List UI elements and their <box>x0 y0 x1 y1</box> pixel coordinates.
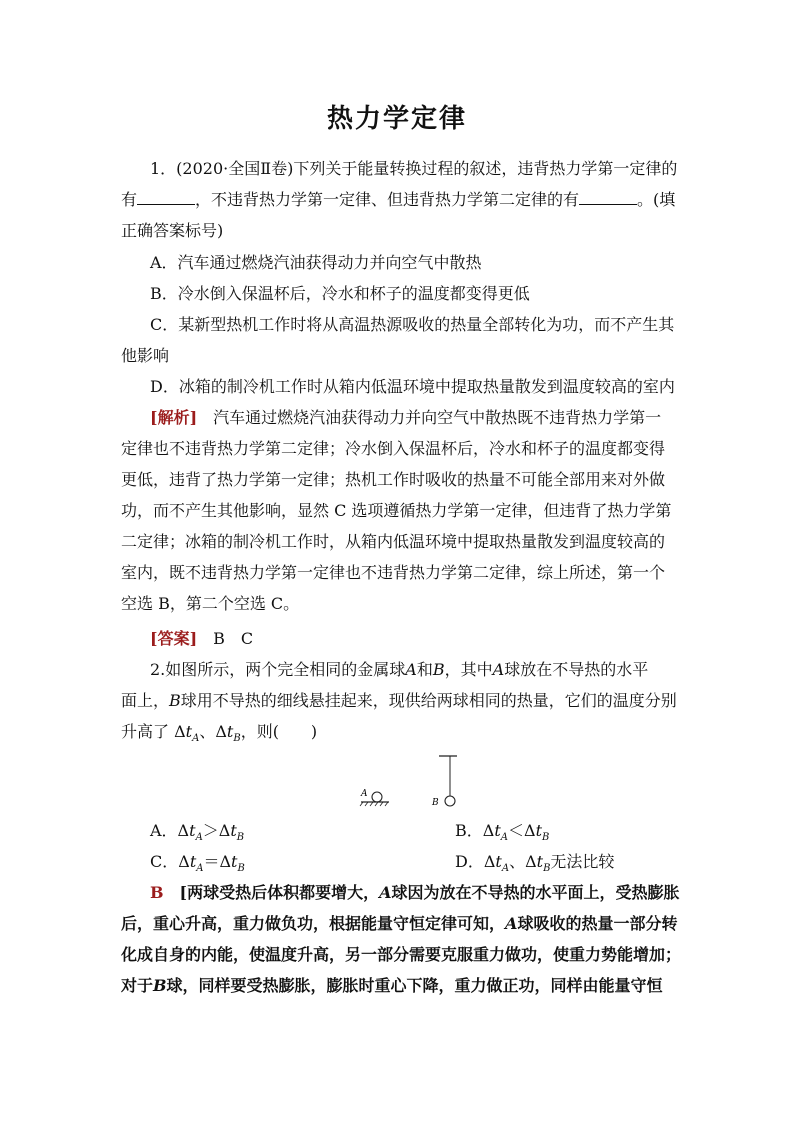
q2-expl-line-4 <box>121 970 675 1001</box>
var-a: A <box>405 660 417 679</box>
q2-text: 球放在不导热的水平 <box>504 660 649 679</box>
var-t: t <box>495 852 502 871</box>
label-b: B <box>432 798 439 808</box>
sub-b: B <box>233 733 241 745</box>
q1-line-1: 1．(2020·全国Ⅱ卷)下列关于能量转换过程的叙述，违背热力学第一定律的 <box>150 159 678 178</box>
var-t: t <box>189 852 197 871</box>
var-a: A <box>492 660 505 679</box>
q2-text: 球用不导热的细线悬挂起来，现供给两球相同的热量，它们的温度分别 <box>180 691 677 710</box>
ball-b <box>445 796 455 806</box>
q2-line-2 <box>121 685 675 716</box>
q2-expl-text: [两球受热后体积都要增大， <box>179 883 380 902</box>
q2-text: ，其中 <box>444 660 493 679</box>
var-t: t <box>535 821 542 840</box>
sub-a: A <box>500 832 508 844</box>
q1-answer <box>150 623 253 654</box>
q1-option-b: B．冷水倒入保温杯后，冷水和杯子的温度都变得更低 <box>150 284 530 303</box>
q1-analysis <box>121 402 675 619</box>
q2-opt-text: A．Δ <box>150 821 190 840</box>
answer-blank-1 <box>137 187 195 205</box>
q2-opt-text: ＞Δ <box>202 821 231 840</box>
q1-line-2-c: 。(填 <box>637 190 676 209</box>
label-a: A <box>361 789 368 799</box>
q2-explanation <box>121 877 682 1001</box>
sub-b: B <box>543 863 551 875</box>
q2-opt-text: 、Δ <box>509 852 537 871</box>
var-b: B <box>169 691 181 710</box>
answer-blank-2 <box>579 187 637 205</box>
q2-line-1 <box>121 654 675 685</box>
question-1-stem <box>121 153 678 246</box>
q1-analysis-line-5: 二定律；冰箱的制冷机工作时，从箱内低温环境中提取热量散发到温度较高的 <box>121 532 666 551</box>
q1-option-c: C．某新型热机工作时将从高温热源吸收的热量全部转化为功，而不产生其 <box>150 315 675 334</box>
var-t: t <box>231 852 238 871</box>
var-a: A <box>505 914 518 933</box>
q2-opt-text: 无法比较 <box>550 852 615 871</box>
q2-opt-text: ＝Δ <box>203 852 232 871</box>
analysis-tag: [解析] <box>150 408 198 427</box>
q2-expl-line-1 <box>121 877 680 908</box>
q1-analysis-line-7: 空选 B，第二个空选 C。 <box>121 594 300 613</box>
q2-opt-text: D．Δ <box>455 852 496 871</box>
two-balls-figure <box>355 752 475 812</box>
q1-line-2-b: ，不违背热力学第一定律、但违背热力学第二定律的有 <box>195 190 580 209</box>
q1-answer-value: B C <box>213 629 254 648</box>
q1-option-c-cont: 他影响 <box>121 346 170 365</box>
q2-text: 、Δ <box>199 722 227 741</box>
question-2-stem <box>121 654 675 747</box>
q2-expl-text: 后，重心升高，重力做负功，根据能量守恒定律可知， <box>121 914 506 933</box>
q2-text: 和 <box>416 660 433 679</box>
sub-b: B <box>237 863 245 875</box>
q1-option-a: A．汽车通过燃烧汽油获得动力并向空气中散热 <box>150 253 482 272</box>
q1-analysis-line-3: 更低，违背了热力学第一定律；热机工作时吸收的热量不可能全部用来对外做 <box>121 470 666 489</box>
q1-analysis-line-6: 室内，既不违背热力学第一定律也不违背热力学第二定律，综上所述，第一个 <box>121 563 666 582</box>
var-b: B <box>432 660 445 679</box>
q2-expl-text: 球因为放在不导热的水平面上，受热膨胀 <box>391 883 680 902</box>
q1-analysis-line-4: 功，而不产生其他影响，显然 C 选项遵循热力学第一定律，但违背了热力学第 <box>121 501 672 520</box>
q2-expl-text: 球，同样要受热膨胀，膨胀时重心下降，重力做正功，同样由能量守恒 <box>166 976 663 995</box>
q1-line-3: 正确答案标号) <box>121 221 224 240</box>
q1-analysis-line-1 <box>121 402 675 433</box>
q2-opt-text: C．Δ <box>150 852 190 871</box>
answer-tag: [答案] <box>150 629 198 648</box>
q1-analysis-text-1: 汽车通过燃烧汽油获得动力并向空气中散热既不违背热力学第一 <box>213 408 662 427</box>
q2-expl-line-3: 化成自身的内能，使温度升高，另一部分需要克服重力做功，使重力势能增加； <box>121 945 682 964</box>
var-t: t <box>189 821 196 840</box>
var-t: t <box>536 852 544 871</box>
q2-line-3 <box>121 716 675 747</box>
q1-option-d: D．冰箱的制冷机工作时从箱内低温环境中提取热量散发到温度较高的室内 <box>150 377 675 396</box>
page-title: 热力学定律 <box>326 104 467 134</box>
ball-a <box>372 792 382 802</box>
q2-text: 2.如图所示，两个完全相同的金属球 <box>150 660 406 679</box>
q2-text: 升高了 Δ <box>121 722 186 741</box>
q2-expl-line-2 <box>121 908 678 939</box>
sub-b: B <box>542 832 550 844</box>
var-b: B <box>153 976 167 995</box>
var-t: t <box>226 722 234 741</box>
var-a: A <box>379 883 392 902</box>
var-t: t <box>494 821 501 840</box>
q2-expl-text: 对于 <box>121 976 154 995</box>
sub-a: A <box>501 863 510 875</box>
sub-a: A <box>195 832 203 844</box>
q1-line-2-a: 有 <box>121 190 138 209</box>
q2-text: 面上， <box>121 691 170 710</box>
q2-text: ，则( ) <box>240 722 318 741</box>
sub-a: A <box>192 733 200 745</box>
q1-line-2 <box>121 184 675 215</box>
q1-analysis-line-2: 定律也不违背热力学第二定律；冷水倒入保温杯后，冷水和杯子的温度都变得 <box>121 439 666 458</box>
q2-expl-text: 球吸收的热量一部分转 <box>517 914 678 933</box>
q2-opt-text: ＜Δ <box>508 821 536 840</box>
sub-a: A <box>196 863 204 875</box>
sub-b: B <box>236 832 245 844</box>
q2-opt-text: B．Δ <box>455 821 495 840</box>
var-t: t <box>230 821 237 840</box>
var-t: t <box>185 722 193 741</box>
q2-answer-letter: B <box>150 883 164 902</box>
